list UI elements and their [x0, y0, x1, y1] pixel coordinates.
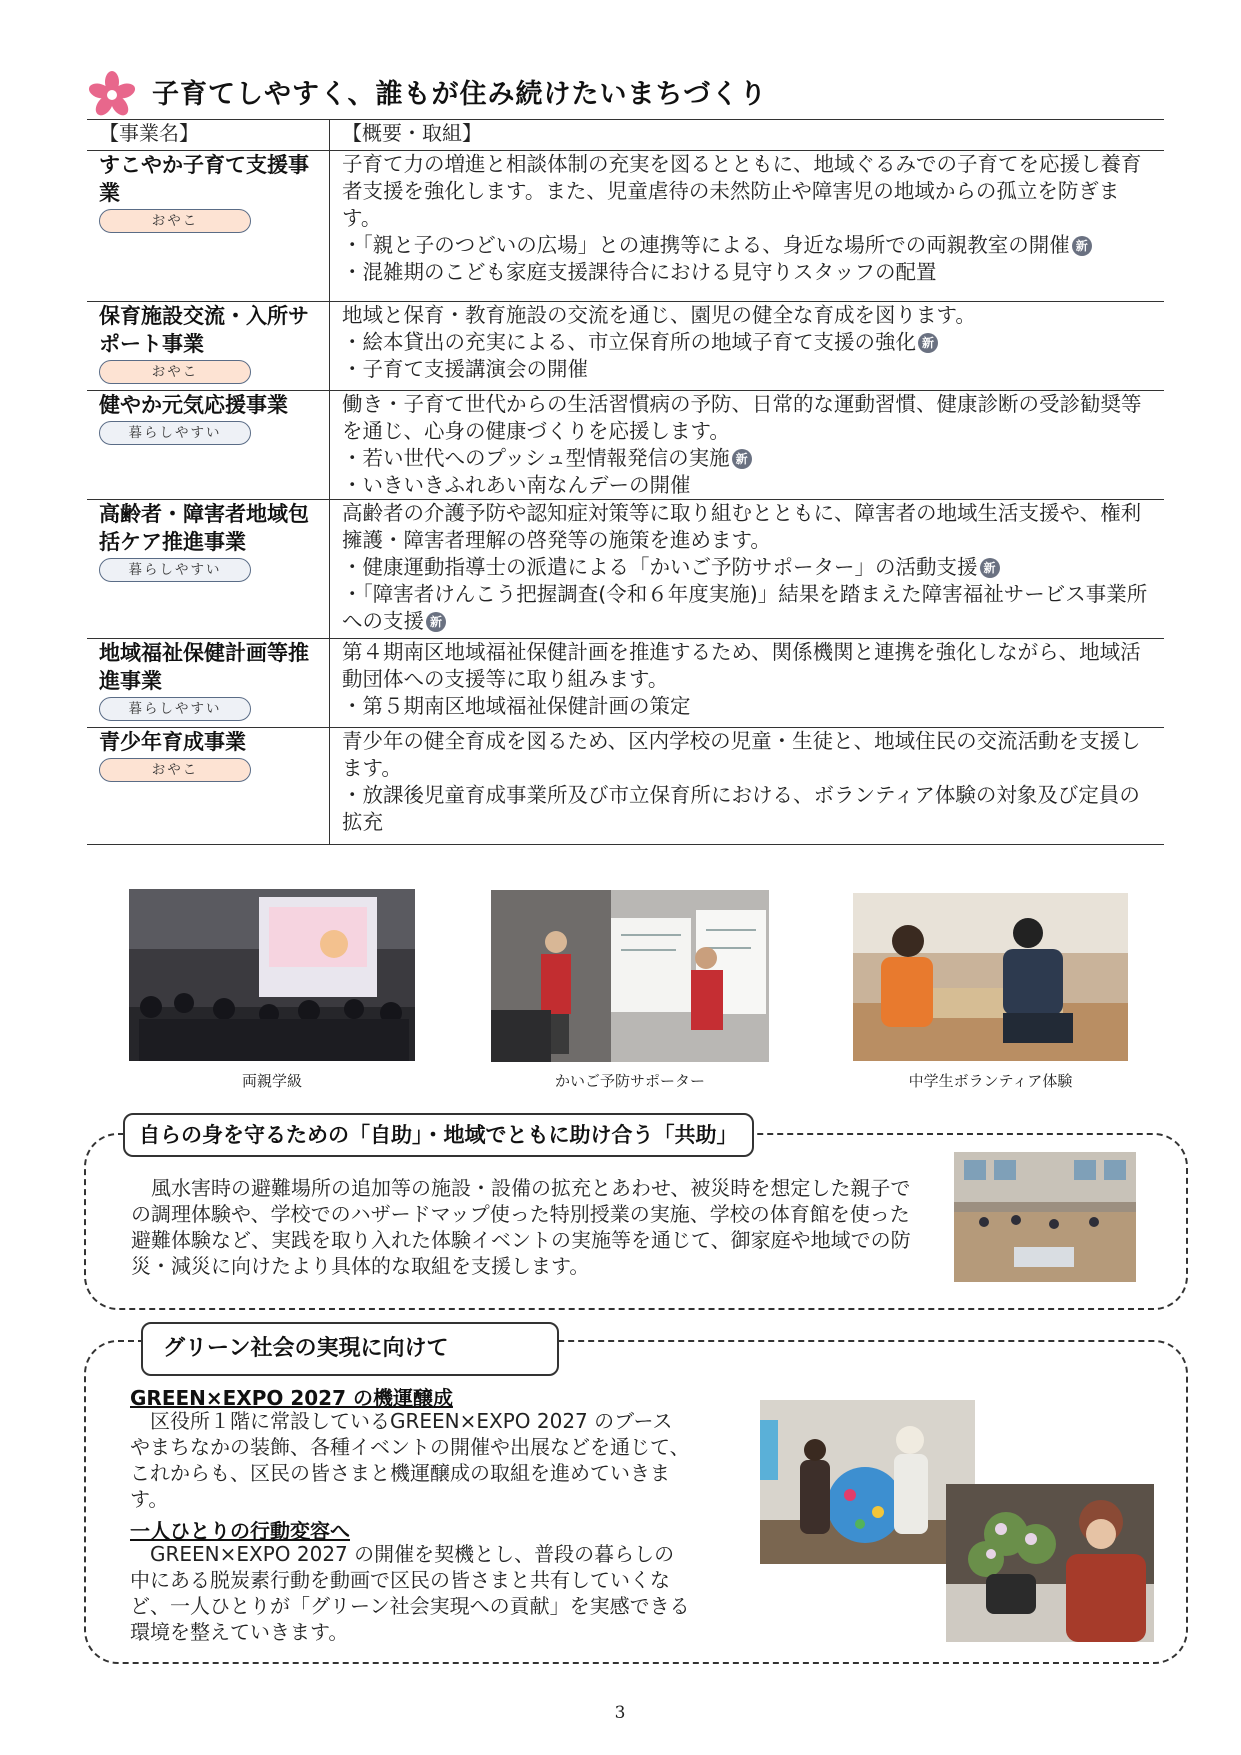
project-description: 青少年の健全育成を図るため、区内学校の児童・生徒と、地域住民の交流活動を支援します。: [342, 729, 1141, 780]
cherry-blossom-icon: [86, 70, 138, 118]
table-row: [87, 728, 1164, 845]
table-row: [87, 151, 1164, 302]
project-name: 保育施設交流・入所サポート事業: [99, 304, 309, 356]
expo-section-heading: GREEN×EXPO 2027 の機運醸成: [130, 1386, 453, 1410]
bullet-item: ・健康運動指導士の派遣による「かいご予防サポーター」の活動支援 新: [342, 554, 1158, 581]
flower-workshop-photo: [946, 1484, 1154, 1642]
table-row: [87, 639, 1164, 728]
category-tag: 暮らしやすい: [99, 697, 251, 721]
category-tag: おやこ: [99, 360, 251, 384]
behavior-section-heading: 一人ひとりの行動変容へ: [130, 1519, 350, 1543]
project-description: 第４期南区地域福祉保健計画を推進するため、関係機関と連携を強化しながら、地域活動団体への支援等に取り組みます。: [342, 640, 1141, 691]
project-name: すこやか子育て支援事業: [99, 153, 309, 205]
student-volunteer-photo: [853, 893, 1128, 1061]
care-supporter-photo: [491, 890, 769, 1062]
project-table: [87, 119, 1164, 845]
new-badge: 新: [1072, 236, 1092, 256]
parents-class-photo: [129, 889, 415, 1061]
category-tag: おやこ: [99, 758, 251, 782]
photo-caption: 両親学級: [241, 1072, 302, 1090]
page-number: 3: [614, 1703, 626, 1723]
table-row: [87, 302, 1164, 391]
page-heading: 子育てしやすく、誰もが住み続けたいまちづくり: [152, 79, 768, 110]
new-badge: 新: [426, 612, 446, 632]
project-name: 高齢者・障害者地域包括ケア推進事業: [99, 502, 309, 554]
project-description: 地域と保育・教育施設の交流を通じ、園児の健全な育成を図ります。: [342, 303, 976, 327]
disaster-box-title: 自らの身を守るための「自助」・地域でともに助け合う「共助」: [123, 1113, 754, 1157]
bullet-item: ・絵本貸出の充実による、市立保育所の地域子育て支援の強化 新: [342, 329, 1158, 356]
bullet-item: ・いきいきふれあい南なんデーの開催: [342, 473, 691, 497]
green-box-title: グリーン社会の実現に向けて: [141, 1322, 559, 1376]
bullet-item: ・「障害者けんこう把握調査(令和６年度実施)」結果を踏まえた障害福祉サービス事業所への支援 新: [342, 582, 1148, 633]
disaster-box-text: 風水害時の避難場所の追加等の施設・設備の拡充とあわせ、被災時を想定した親子での調理体験や、学校でのハザードマップ使った特別授業の実施、学校の体育館を使った避難体験など、実践を取り入れた体験イベントの実施等を通じて、御家庭や地域での防災・減災に向けたより具体的な取組を支援します。: [131, 1176, 911, 1278]
expo-section-text: 区役所１階に常設しているGREEN×EXPO 2027 のブースやまちなかの装飾、各種イベントの開催や出展などを通じて、これからも、区民の皆さまと機運醸成の取組を進めていきます。: [130, 1409, 690, 1511]
new-badge: 新: [732, 449, 752, 469]
table-row: [87, 500, 1164, 639]
expo-booth-photo: [760, 1400, 975, 1564]
bullet-item: ・「親と子のつどいの広場」との連携等による、身近な場所での両親教室の開催 新: [342, 232, 1158, 259]
category-tag: おやこ: [99, 209, 251, 233]
category-tag: 暮らしやすい: [99, 421, 251, 445]
bullet-item: ・若い世代へのプッシュ型情報発信の実施 新: [342, 445, 1158, 472]
bullet-item: ・子育て支援講演会の開催: [342, 357, 588, 381]
bullet-item: ・混雑期のこども家庭支援課待合における見守りスタッフの配置: [342, 260, 937, 284]
evacuation-drill-photo: [954, 1152, 1136, 1282]
photo-caption: かいご予防サポーター: [554, 1072, 705, 1090]
bullet-item: ・放課後児童育成事業所及び市立保育所における、ボランティア体験の対象及び定員の拡充: [342, 783, 1140, 834]
category-tag: 暮らしやすい: [99, 558, 251, 582]
photo-caption: 中学生ボランティア体験: [908, 1072, 1073, 1090]
new-badge: 新: [980, 558, 1000, 578]
project-description: 働き・子育て世代からの生活習慣病の予防、日常的な運動習慣、健康診断の受診勧奨等を通じ、心身の健康づくりを応援します。: [342, 392, 1142, 443]
project-description: 高齢者の介護予防や認知症対策等に取り組むとともに、障害者の地域生活支援や、権利擁護・障害者理解の啓発等の施策を進めます。: [342, 501, 1142, 552]
project-name: 青少年育成事業: [99, 730, 246, 754]
behavior-section-text: GREEN×EXPO 2027 の開催を契機とし、普段の暮らしの中にある脱炭素行動を動画で区民の皆さまと共有していくなど、一人ひとりが「グリーン社会実現への貢献」を実感できる環境を整えていきます。: [130, 1542, 690, 1644]
table-row: [87, 391, 1164, 500]
column-header-summary: 【概要・取組】: [330, 120, 1165, 151]
project-name: 健やか元気応援事業: [99, 393, 288, 417]
project-name: 地域福祉保健計画等推進事業: [99, 641, 309, 693]
bullet-item: ・第５期南区地域福祉保健計画の策定: [342, 694, 691, 718]
new-badge: 新: [918, 333, 938, 353]
project-description: 子育て力の増進と相談体制の充実を図るとともに、地域ぐるみでの子育てを応援し養育者支援を強化します。また、児童虐待の未然防止や障害児の地域からの孤立を防ぎます。: [342, 152, 1142, 230]
column-header-name: 【事業名】: [87, 120, 330, 151]
